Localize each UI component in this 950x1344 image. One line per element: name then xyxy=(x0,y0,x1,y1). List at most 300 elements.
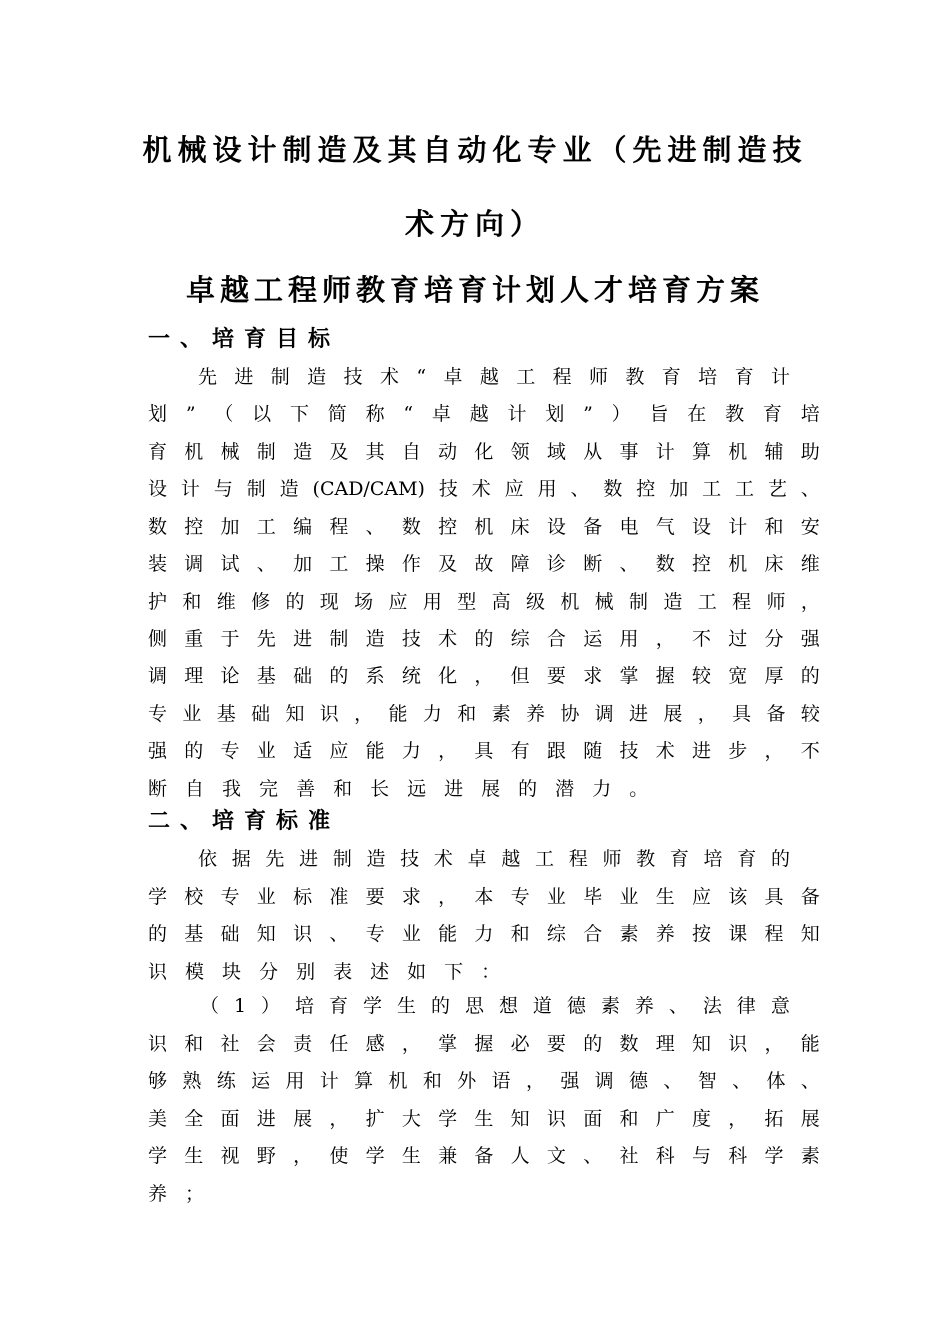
paragraph-line xyxy=(148,1106,820,1132)
text-glyph: 知 xyxy=(285,703,305,725)
text-glyph: 用 xyxy=(619,628,639,650)
text-glyph: 本 xyxy=(474,886,494,908)
text-glyph: 社 xyxy=(619,1145,639,1167)
text-glyph: 扩 xyxy=(365,1108,385,1130)
text-glyph: 准 xyxy=(329,886,349,908)
text-glyph: 会 xyxy=(256,1033,276,1055)
text-glyph: 师 xyxy=(602,848,622,870)
text-glyph: 的 xyxy=(800,665,820,687)
text-glyph: 进 xyxy=(256,1108,276,1130)
text-glyph: 制 xyxy=(246,478,266,500)
text-glyph: 。 xyxy=(629,778,649,800)
text-glyph: 在 xyxy=(687,403,707,425)
text-glyph: 要 xyxy=(365,886,385,908)
text-glyph: ， xyxy=(697,703,717,725)
text-glyph: 和 xyxy=(457,703,477,725)
text-glyph: 学 xyxy=(365,1145,385,1167)
text-glyph: 力 xyxy=(592,778,612,800)
text-glyph: 模 xyxy=(185,961,205,983)
document-subtitle: 卓越工程师教育培育计划人才培育方案 xyxy=(185,273,764,307)
text-glyph: 合 xyxy=(546,628,566,650)
text-glyph: 术 xyxy=(471,478,491,500)
text-glyph: 设 xyxy=(148,478,168,500)
text-glyph: 术 xyxy=(433,848,453,870)
text-glyph: 机 xyxy=(560,591,580,613)
text-glyph: 智 xyxy=(697,1070,717,1092)
text-glyph: 科 xyxy=(655,1145,675,1167)
text-glyph: 控 xyxy=(691,553,711,575)
text-glyph: 表 xyxy=(333,961,353,983)
text-glyph: 课 xyxy=(728,923,748,945)
text-glyph: 生 xyxy=(401,1145,421,1167)
text-glyph: 于 xyxy=(220,628,240,650)
text-glyph: 教 xyxy=(725,403,745,425)
text-glyph: 不 xyxy=(800,740,820,762)
text-glyph: 强 xyxy=(560,1070,580,1092)
text-glyph: 控 xyxy=(438,516,458,538)
text-glyph: 础 xyxy=(220,923,240,945)
text-glyph: 和 xyxy=(619,1108,639,1130)
text-glyph: 素 xyxy=(491,703,511,725)
text-glyph: 和 xyxy=(182,591,202,613)
text-glyph: 进 xyxy=(691,740,711,762)
text-glyph: 全 xyxy=(184,1108,204,1130)
text-glyph: 1 xyxy=(233,995,247,1017)
text-glyph: 求 xyxy=(583,665,603,687)
text-glyph: 文 xyxy=(546,1145,566,1167)
text-glyph: 安 xyxy=(800,516,820,538)
paragraph-line xyxy=(148,663,820,689)
text-glyph: 和 xyxy=(333,778,353,800)
text-glyph: 算 xyxy=(354,1070,374,1092)
text-glyph: 机 xyxy=(184,441,204,463)
text-glyph: 制 xyxy=(329,628,349,650)
text-glyph: 备 xyxy=(766,703,786,725)
text-glyph: 大 xyxy=(401,1108,421,1130)
text-glyph: 机 xyxy=(728,441,748,463)
text-glyph: 床 xyxy=(510,516,530,538)
text-glyph: 养 xyxy=(655,923,675,945)
text-glyph: 机 xyxy=(474,516,494,538)
text-glyph: ， xyxy=(474,665,494,687)
text-glyph: 、 xyxy=(583,1145,603,1167)
text-glyph: 育 xyxy=(762,403,782,425)
text-glyph: 化 xyxy=(474,441,494,463)
text-glyph: 科 xyxy=(728,1145,748,1167)
text-glyph: 业 xyxy=(256,886,276,908)
text-glyph: 社 xyxy=(220,1033,240,1055)
text-glyph: 造 xyxy=(663,591,683,613)
text-glyph: 断 xyxy=(583,553,603,575)
text-glyph: ： xyxy=(481,961,501,983)
text-glyph: 德 xyxy=(629,1070,649,1092)
text-glyph: 、 xyxy=(365,516,385,538)
text-glyph: 下 xyxy=(289,403,309,425)
text-glyph: 较 xyxy=(800,703,820,725)
text-glyph: 、 xyxy=(800,478,820,500)
text-glyph: 调 xyxy=(184,553,204,575)
text-glyph: 编 xyxy=(293,516,313,538)
text-glyph: 专 xyxy=(220,740,240,762)
paragraph-line xyxy=(148,551,820,577)
text-glyph: 数 xyxy=(148,516,168,538)
text-glyph: 和 xyxy=(764,516,784,538)
text-glyph: 育 xyxy=(669,848,689,870)
text-glyph: 育 xyxy=(734,366,754,388)
text-glyph: ， xyxy=(354,703,374,725)
text-glyph: ， xyxy=(800,591,820,613)
text-glyph: 工 xyxy=(702,478,722,500)
text-glyph: 础 xyxy=(251,703,271,725)
text-glyph: 卓 xyxy=(467,848,487,870)
text-glyph: 修 xyxy=(251,591,271,613)
text-glyph: 的 xyxy=(583,1033,603,1055)
text-glyph: 床 xyxy=(764,553,784,575)
text-glyph: 面 xyxy=(220,1108,240,1130)
text-glyph: 教 xyxy=(636,848,656,870)
text-glyph: 求 xyxy=(401,886,421,908)
text-glyph: 气 xyxy=(655,516,675,538)
text-glyph: 视 xyxy=(220,1145,240,1167)
text-glyph: 述 xyxy=(370,961,390,983)
text-glyph: 级 xyxy=(525,591,545,613)
text-glyph: 基 xyxy=(256,665,276,687)
text-glyph: 工 xyxy=(516,366,536,388)
text-glyph: 业 xyxy=(619,886,639,908)
text-glyph: 技 xyxy=(619,740,639,762)
text-glyph: 我 xyxy=(222,778,242,800)
text-glyph: 设 xyxy=(691,516,711,538)
text-glyph: 必 xyxy=(510,1033,530,1055)
text-glyph: 善 xyxy=(296,778,316,800)
text-glyph: 障 xyxy=(510,553,530,575)
text-glyph: ， xyxy=(764,1033,784,1055)
text-glyph: 制 xyxy=(270,366,290,388)
text-glyph: 技 xyxy=(343,366,363,388)
text-glyph: 素 xyxy=(600,995,620,1017)
text-glyph: 造 xyxy=(365,628,385,650)
text-glyph: 备 xyxy=(474,1145,494,1167)
text-glyph: ； xyxy=(185,1183,205,1205)
text-glyph: （ xyxy=(200,995,220,1017)
text-glyph: 适 xyxy=(293,740,313,762)
document-title-line-1: 机械设计制造及其自动化专业（先进制造技 xyxy=(142,133,808,167)
paragraph-line xyxy=(148,476,820,502)
text-glyph: 基 xyxy=(216,703,236,725)
text-glyph: 调 xyxy=(148,665,168,687)
text-glyph: 助 xyxy=(800,441,820,463)
text-glyph: 和 xyxy=(422,1070,442,1092)
paragraph-line xyxy=(148,959,820,985)
text-glyph: 如 xyxy=(407,961,427,983)
paragraph-line xyxy=(148,439,820,465)
text-glyph: 动 xyxy=(438,441,458,463)
text-glyph: 应 xyxy=(388,591,408,613)
text-glyph: ） xyxy=(611,403,631,425)
paragraph-line xyxy=(148,626,820,652)
text-glyph: 育 xyxy=(148,441,168,463)
text-glyph: 过 xyxy=(728,628,748,650)
text-glyph: 工 xyxy=(535,848,555,870)
text-glyph: 外 xyxy=(457,1070,477,1092)
text-glyph: 能 xyxy=(438,923,458,945)
text-glyph: 有 xyxy=(510,740,530,762)
paragraph-line xyxy=(148,1181,820,1207)
text-glyph: 工 xyxy=(329,553,349,575)
text-glyph: 展 xyxy=(481,778,501,800)
text-glyph: 控 xyxy=(636,478,656,500)
text-glyph: 应 xyxy=(329,740,349,762)
text-glyph: 下 xyxy=(444,961,464,983)
text-glyph: 不 xyxy=(691,628,711,650)
text-glyph: 加 xyxy=(220,516,240,538)
text-glyph: 师 xyxy=(589,366,609,388)
text-glyph: 生 xyxy=(655,886,675,908)
text-glyph: 素 xyxy=(619,923,639,945)
text-glyph: 用 xyxy=(537,478,557,500)
text-glyph: 础 xyxy=(293,665,313,687)
text-glyph: 造 xyxy=(366,848,386,870)
text-glyph: 技 xyxy=(400,848,420,870)
text-glyph: 型 xyxy=(457,591,477,613)
text-glyph: 远 xyxy=(407,778,427,800)
text-glyph: 德 xyxy=(566,995,586,1017)
text-glyph: 侧 xyxy=(148,628,168,650)
text-glyph: 合 xyxy=(583,923,603,945)
text-glyph: 步 xyxy=(728,740,748,762)
text-glyph: 业 xyxy=(182,703,202,725)
text-glyph: 生 xyxy=(474,1108,494,1130)
text-glyph: ， xyxy=(438,740,458,762)
text-glyph: 越 xyxy=(469,403,489,425)
text-glyph: 生 xyxy=(396,995,416,1017)
text-glyph: 力 xyxy=(422,703,442,725)
text-glyph: 自 xyxy=(185,778,205,800)
text-glyph: 先 xyxy=(256,628,276,650)
text-glyph: 统 xyxy=(401,665,421,687)
text-glyph: 用 xyxy=(285,1070,305,1092)
text-glyph: 练 xyxy=(216,1070,236,1092)
paragraph-line xyxy=(148,514,820,540)
text-glyph: 诊 xyxy=(546,553,566,575)
text-glyph: 握 xyxy=(655,665,675,687)
text-glyph: 越 xyxy=(501,848,521,870)
text-glyph: 道 xyxy=(532,995,552,1017)
text-glyph: 较 xyxy=(691,665,711,687)
text-glyph: 知 xyxy=(510,1108,530,1130)
text-glyph: 识 xyxy=(728,1033,748,1055)
text-glyph: 以 xyxy=(252,403,272,425)
paragraph-line xyxy=(200,993,790,1019)
text-glyph: 育 xyxy=(329,995,349,1017)
text-glyph: ， xyxy=(293,1145,313,1167)
text-glyph: 综 xyxy=(546,923,566,945)
text-glyph: 电 xyxy=(619,516,639,538)
text-glyph: 的 xyxy=(184,740,204,762)
text-glyph: 调 xyxy=(594,1070,614,1092)
text-glyph: (CAD/CAM) xyxy=(312,478,425,500)
paragraph-line xyxy=(148,401,820,427)
paragraph-line xyxy=(198,364,790,390)
text-glyph: 培 xyxy=(295,995,315,1017)
text-glyph: 的 xyxy=(329,665,349,687)
text-glyph: 越 xyxy=(479,366,499,388)
text-glyph: 拓 xyxy=(764,1108,784,1130)
text-glyph: 简 xyxy=(327,403,347,425)
paragraph-line xyxy=(148,1068,820,1094)
text-glyph: “ xyxy=(416,366,427,388)
text-glyph: 跟 xyxy=(546,740,566,762)
text-glyph: 论 xyxy=(220,665,240,687)
text-glyph: 重 xyxy=(184,628,204,650)
text-glyph: 调 xyxy=(594,703,614,725)
text-glyph: 备 xyxy=(800,886,820,908)
text-glyph: 能 xyxy=(388,703,408,725)
text-glyph: 握 xyxy=(474,1033,494,1055)
text-glyph: 术 xyxy=(438,628,458,650)
text-glyph: 自 xyxy=(401,441,421,463)
text-glyph: ， xyxy=(401,1033,421,1055)
text-glyph: 先 xyxy=(198,366,218,388)
text-glyph: 据 xyxy=(231,848,251,870)
text-glyph: （ xyxy=(214,403,234,425)
text-glyph: 别 xyxy=(296,961,316,983)
section-heading-goals: 一、培育目标 xyxy=(148,327,341,352)
text-glyph: 的 xyxy=(430,995,450,1017)
text-glyph: 培 xyxy=(800,403,820,425)
text-glyph: 块 xyxy=(222,961,242,983)
paragraph-line xyxy=(148,738,820,764)
text-glyph: 要 xyxy=(546,665,566,687)
text-glyph: 展 xyxy=(293,1108,313,1130)
text-glyph: 与 xyxy=(691,1145,711,1167)
text-glyph: 分 xyxy=(764,628,784,650)
text-glyph: 进 xyxy=(299,848,319,870)
text-glyph: 理 xyxy=(184,665,204,687)
text-glyph: 具 xyxy=(732,703,752,725)
text-glyph: 制 xyxy=(332,848,352,870)
text-glyph: 造 xyxy=(307,366,327,388)
text-glyph: 、 xyxy=(800,1070,820,1092)
text-glyph: 数 xyxy=(619,1033,639,1055)
text-glyph: ， xyxy=(728,1108,748,1130)
text-glyph: 随 xyxy=(583,740,603,762)
text-glyph: 知 xyxy=(800,923,820,945)
text-glyph: 制 xyxy=(256,441,276,463)
text-glyph: 械 xyxy=(220,441,240,463)
text-glyph: 运 xyxy=(251,1070,271,1092)
text-glyph: 程 xyxy=(552,366,572,388)
text-glyph: 面 xyxy=(583,1108,603,1130)
text-glyph: 和 xyxy=(184,1033,204,1055)
paragraph-line xyxy=(148,776,820,802)
text-glyph: 现 xyxy=(319,591,339,613)
text-glyph: 操 xyxy=(365,553,385,575)
text-glyph: 辅 xyxy=(764,441,784,463)
text-glyph: 计 xyxy=(770,366,790,388)
text-glyph: 艺 xyxy=(767,478,787,500)
text-glyph: 的 xyxy=(285,591,305,613)
text-glyph: ” xyxy=(185,403,196,425)
text-glyph: 展 xyxy=(800,1108,820,1130)
text-glyph: 厚 xyxy=(764,665,784,687)
text-glyph: 工 xyxy=(697,591,717,613)
text-glyph: 装 xyxy=(148,553,168,575)
text-glyph: 分 xyxy=(259,961,279,983)
text-glyph: 识 xyxy=(546,1108,566,1130)
text-glyph: 进 xyxy=(293,628,313,650)
text-glyph: 使 xyxy=(329,1145,349,1167)
text-glyph: 控 xyxy=(184,516,204,538)
text-glyph: 进 xyxy=(629,703,649,725)
text-glyph: 设 xyxy=(546,516,566,538)
text-glyph: 加 xyxy=(669,478,689,500)
text-glyph: 术 xyxy=(655,740,675,762)
text-glyph: 、 xyxy=(256,553,276,575)
text-glyph: 育 xyxy=(661,366,681,388)
paragraph-line xyxy=(148,1143,820,1169)
text-glyph: 计 xyxy=(728,516,748,538)
text-glyph: 断 xyxy=(148,778,168,800)
text-glyph: 加 xyxy=(293,553,313,575)
text-glyph: 计 xyxy=(507,403,527,425)
text-glyph: 技 xyxy=(401,628,421,650)
text-glyph: 学 xyxy=(363,995,383,1017)
text-glyph: 识 xyxy=(148,1033,168,1055)
text-glyph: 进 xyxy=(444,778,464,800)
text-glyph: 兼 xyxy=(438,1145,458,1167)
text-glyph: 想 xyxy=(498,995,518,1017)
text-glyph: 从 xyxy=(583,441,603,463)
text-glyph: 旨 xyxy=(649,403,669,425)
text-glyph: 备 xyxy=(583,516,603,538)
text-glyph: 、 xyxy=(329,923,349,945)
text-glyph: 及 xyxy=(438,553,458,575)
text-glyph: 但 xyxy=(510,665,530,687)
text-glyph: ， xyxy=(438,886,458,908)
text-glyph: 业 xyxy=(256,740,276,762)
text-glyph: 工 xyxy=(735,478,755,500)
text-glyph: 试 xyxy=(220,553,240,575)
text-glyph: 培 xyxy=(703,848,723,870)
text-glyph: 具 xyxy=(764,886,784,908)
text-glyph: 长 xyxy=(370,778,390,800)
text-glyph: 工 xyxy=(256,516,276,538)
text-glyph: 程 xyxy=(764,923,784,945)
text-glyph: 力 xyxy=(401,740,421,762)
text-glyph: ， xyxy=(655,628,675,650)
text-glyph: 展 xyxy=(663,703,683,725)
text-glyph: 、 xyxy=(668,995,688,1017)
paragraph-line xyxy=(148,701,820,727)
text-glyph: 生 xyxy=(184,1145,204,1167)
text-glyph: 能 xyxy=(365,740,385,762)
text-glyph: 感 xyxy=(365,1033,385,1055)
text-glyph: 法 xyxy=(702,995,722,1017)
text-glyph: 用 xyxy=(422,591,442,613)
text-glyph: 先 xyxy=(265,848,285,870)
text-glyph: 养 xyxy=(634,995,654,1017)
text-glyph: 思 xyxy=(464,995,484,1017)
text-glyph: 学 xyxy=(148,1145,168,1167)
text-glyph: 依 xyxy=(198,848,218,870)
text-glyph: 的 xyxy=(148,923,168,945)
text-glyph: 业 xyxy=(546,886,566,908)
text-glyph: 划 xyxy=(148,403,168,425)
text-glyph: 技 xyxy=(438,478,458,500)
text-glyph: 、 xyxy=(732,1070,752,1092)
text-glyph: ” xyxy=(583,403,593,425)
